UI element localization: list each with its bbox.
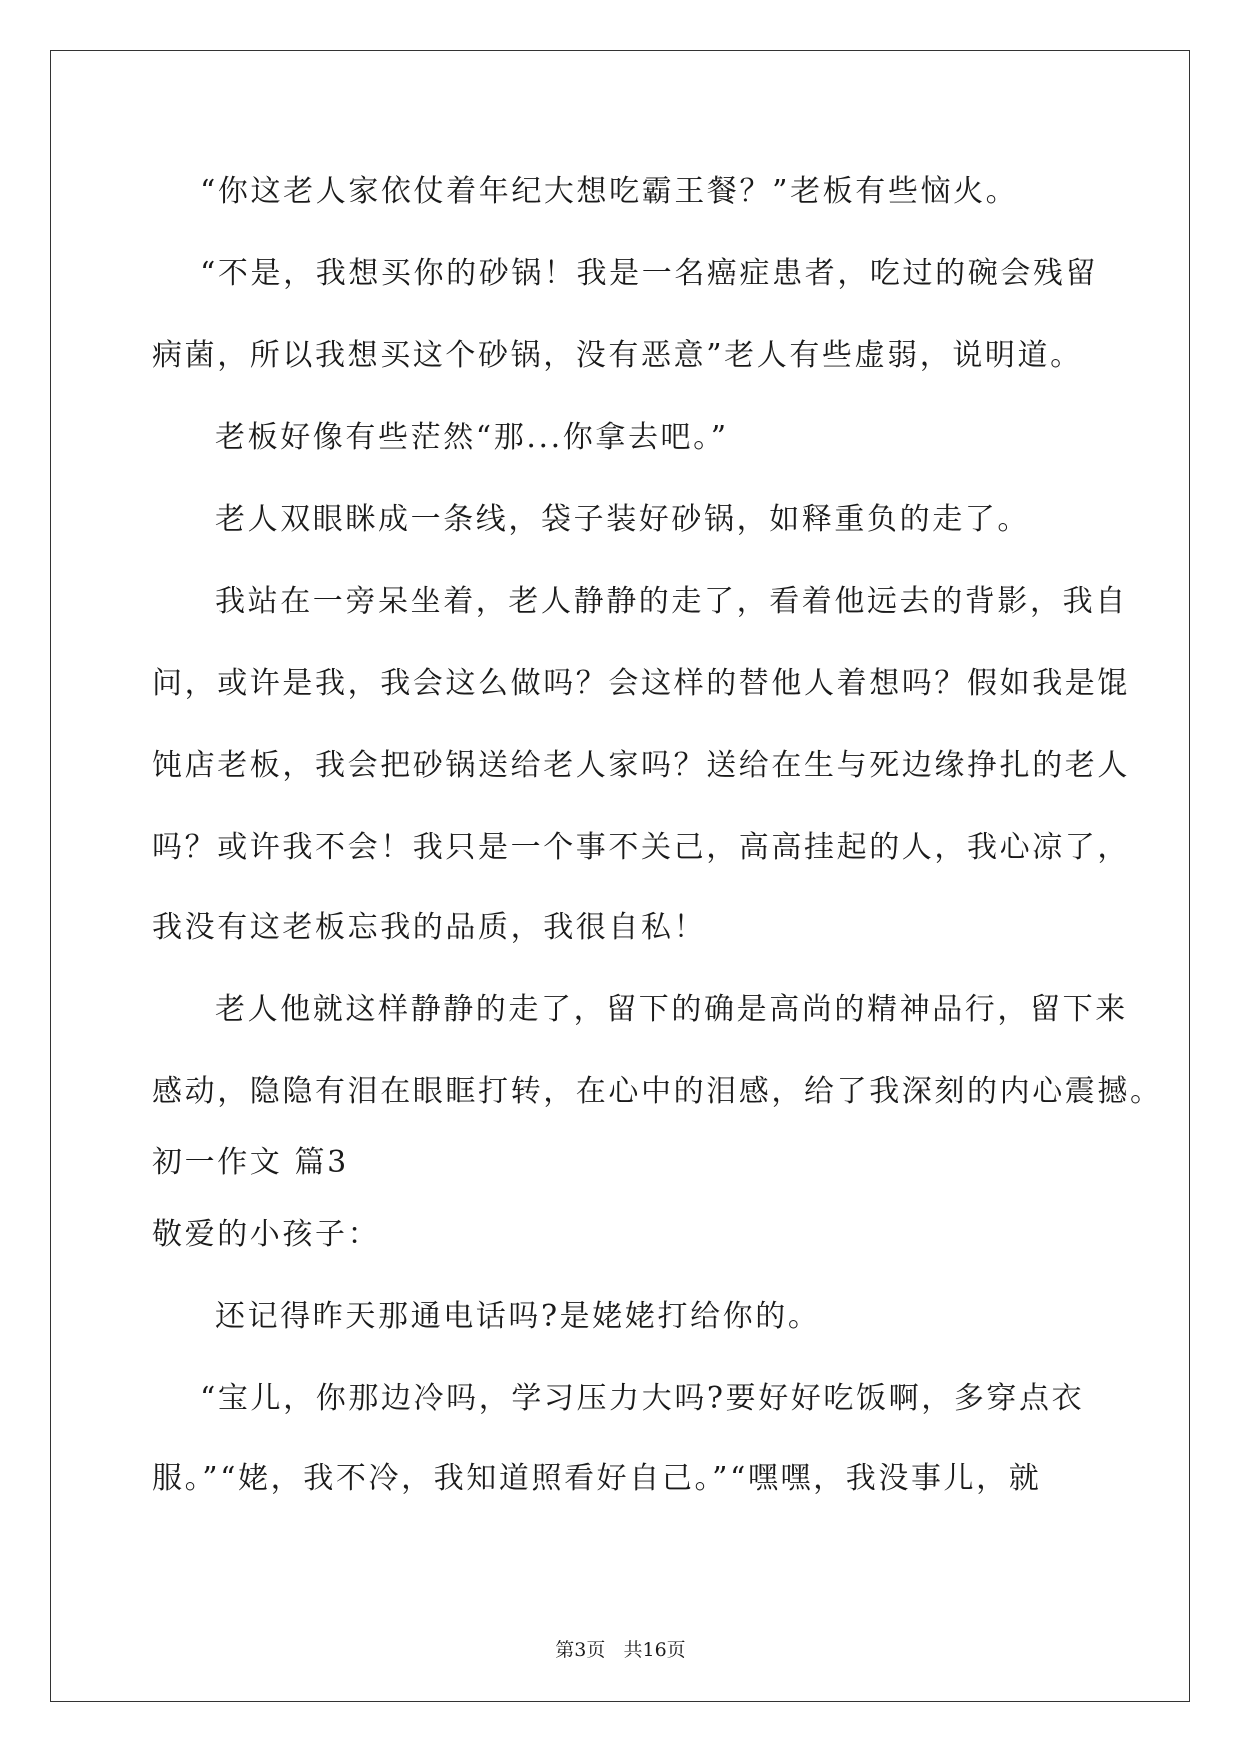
paragraph-line: 病菌，所以我想买这个砂锅，没有恶意”老人有些虚弱，说明道。 (152, 338, 1083, 373)
paragraph-line: 我没有这老板忘我的品质，我很自私！ (152, 910, 707, 945)
paragraph-line: 老人他就这样静静的走了，留下的确是高尚的精神品行，留下来 (215, 992, 1128, 1027)
paragraph-line: 感动，隐隐有泪在眼眶打转，在心中的泪感，给了我深刻的内心震撼。 (152, 1074, 1163, 1109)
paragraph-line: 饨店老板，我会把砂锅送给老人家吗？送给在生与死边缘挣扎的老人 (152, 748, 1130, 783)
paragraph-line: 服。”“姥，我不冷，我知道照看好自己。”“嘿嘿，我没事儿，就 (152, 1461, 1042, 1496)
section-heading: 初一作文 篇3 (152, 1145, 349, 1180)
page-number-footer: 第3页 共16页 (555, 1639, 686, 1661)
salutation: 敬爱的小孩子： (152, 1217, 381, 1252)
paragraph-line: 还记得昨天那通电话吗?是姥姥打给你的。 (215, 1299, 821, 1334)
page-border (50, 50, 1190, 1702)
paragraph-line: 我站在一旁呆坐着，老人静静的走了，看着他远去的背影，我自 (215, 584, 1128, 619)
paragraph-line: “你这老人家依仗着年纪大想吃霸王餐？”老板有些恼火。 (200, 174, 1019, 209)
paragraph-line: 吗？或许我不会！我只是一个事不关己，高高挂起的人，我心凉了， (152, 830, 1130, 865)
paragraph-line: “宝儿，你那边冷吗，学习压力大吗?要好好吃饭啊，多穿点衣 (200, 1381, 1085, 1416)
paragraph-line: 老板好像有些茫然“那...你拿去吧。” (215, 420, 729, 455)
paragraph-line: 老人双眼眯成一条线，袋子装好砂锅，如释重负的走了。 (215, 502, 1030, 537)
paragraph-line: 问，或许是我，我会这么做吗？会这样的替他人着想吗？假如我是馄 (152, 666, 1130, 701)
paragraph-line: “不是，我想买你的砂锅！我是一名癌症患者，吃过的碗会残留 (200, 256, 1099, 291)
